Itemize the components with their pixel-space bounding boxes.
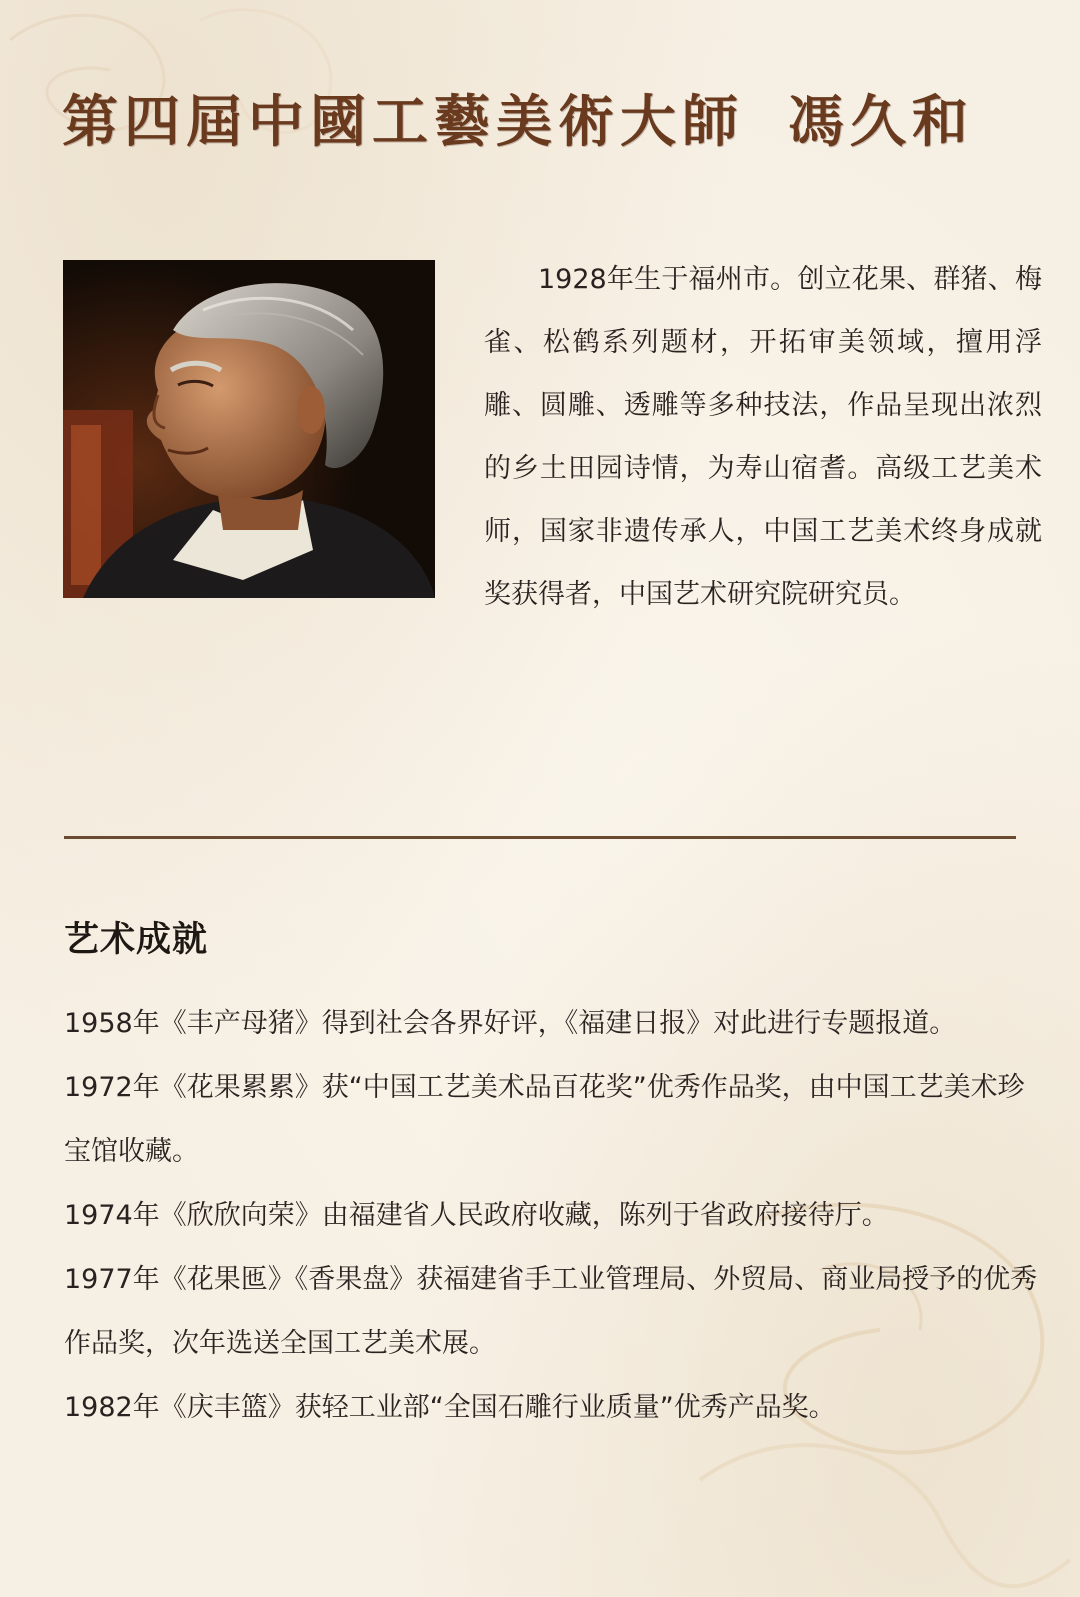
master-name: 馮久和	[788, 89, 974, 155]
portrait-photo	[63, 260, 435, 598]
page-title	[62, 82, 1022, 162]
biography-text: 1928年生于福州市。创立花果、群猪、梅雀、松鹤系列题材，开拓审美领域，擅用浮雕、圆雕、透雕等多种技法，作品呈现出浓烈的乡土田园诗情，为寿山宿耆。高级工艺美术师，国家非遗传承人，中国工艺美术终身成就奖获得者，中国艺术研究院研究员。	[484, 264, 1042, 610]
section-divider	[64, 836, 1016, 839]
achievement-list	[64, 992, 1044, 1440]
portrait-illustration	[63, 260, 435, 598]
achievement-item: 1982年《庆丰篮》获轻工业部“全国石雕行业质量”优秀产品奖。	[64, 1392, 836, 1423]
achievement-item: 1974年《欣欣向荣》由福建省人民政府收藏，陈列于省政府接待厅。	[64, 1200, 889, 1231]
achievement-item: 1977年《花果匜》《香果盘》获福建省手工业管理局、外贸局、商业局授予的优秀作品奖，次年选送全国工艺美术展。	[64, 1264, 1038, 1359]
section-title-achievements: 艺术成就	[64, 920, 209, 960]
achievement-item: 1972年《花果累累》获“中国工艺美术品百花奖”优秀作品奖，由中国工艺美术珍宝馆收藏。	[64, 1072, 1025, 1167]
title-text: 第四屆中國工藝美術大師	[62, 89, 744, 155]
achievement-item: 1958年《丰产母猪》得到社会各界好评，《福建日报》对此进行专题报道。	[64, 1008, 957, 1039]
